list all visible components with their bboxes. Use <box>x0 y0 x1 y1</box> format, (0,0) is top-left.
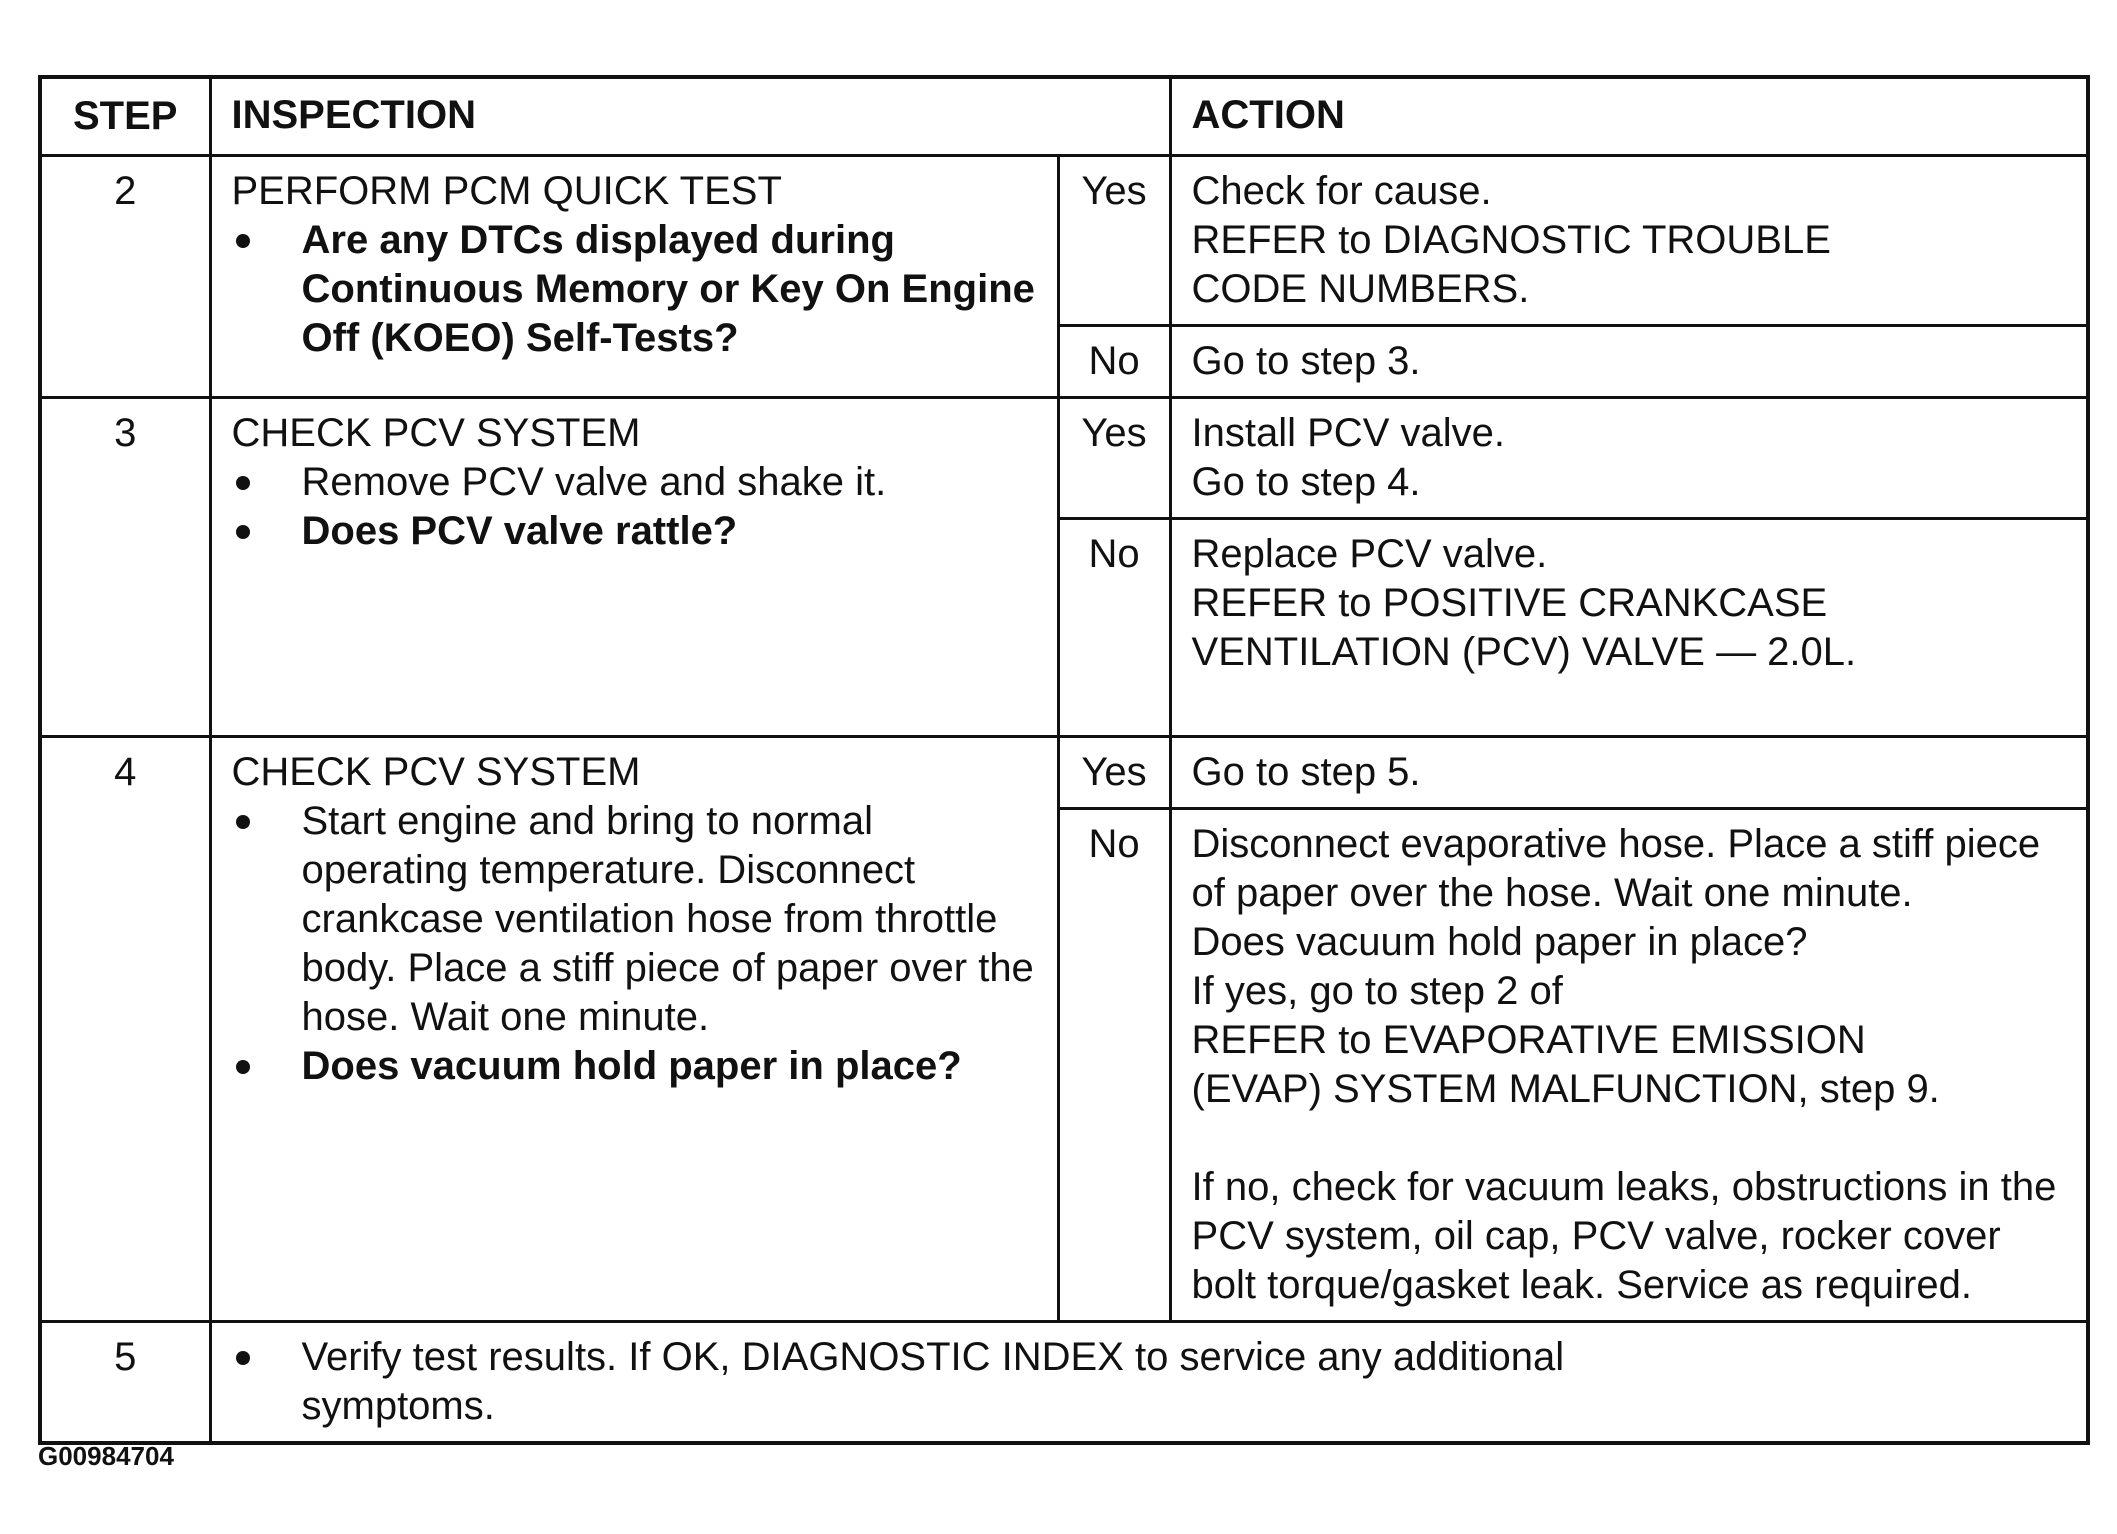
list-item: Are any DTCs displayed during Continuous Memory or Key On Engine Off (KOEO) Self-Tests? <box>232 216 1043 363</box>
table-row <box>40 398 2088 519</box>
no-label: No <box>1058 326 1170 398</box>
inspection-header: INSPECTION <box>210 77 1170 156</box>
inspection-cell <box>210 1322 2088 1444</box>
list-item: Does vacuum hold paper in place? <box>232 1042 1043 1091</box>
inspection-cell <box>210 398 1058 737</box>
list-item: Start engine and bring to normal operating temperature. Disconnect crankcase ventilation hose from throttle body. Place a stiff piece of paper over the hose. Wait one minute. <box>232 797 1043 1042</box>
step-number: 2 <box>40 156 210 398</box>
diagnostic-table <box>38 75 2090 1445</box>
list-item: Verify test results. If OK, DIAGNOSTIC INDEX to service any additional symptoms. <box>232 1333 2073 1431</box>
bullet-list <box>232 1333 2073 1431</box>
inspection-title: CHECK PCV SYSTEM <box>231 750 641 794</box>
yes-action: Check for cause. REFER to DIAGNOSTIC TROUBLE CODE NUMBERS. <box>1170 156 2088 326</box>
no-action: Go to step 3. <box>1170 326 2088 398</box>
table-row <box>40 737 2088 809</box>
step-number: 3 <box>40 398 210 737</box>
inspection-cell <box>210 156 1058 398</box>
yes-action: Go to step 5. <box>1170 737 2088 809</box>
table-row <box>40 156 2088 326</box>
list-item: Does PCV valve rattle? <box>232 507 1043 556</box>
yes-label: Yes <box>1058 737 1170 809</box>
table-row <box>40 1322 2088 1444</box>
step-number: 5 <box>40 1322 210 1444</box>
step-header: STEP <box>40 77 210 156</box>
yes-action: Install PCV valve. Go to step 4. <box>1170 398 2088 519</box>
header-row <box>40 77 2088 156</box>
inspection-title: CHECK PCV SYSTEM <box>231 411 641 455</box>
action-header: ACTION <box>1170 77 2088 156</box>
list-item: Remove PCV valve and shake it. <box>232 458 1043 507</box>
figure-code: G00984704 <box>38 1441 174 1471</box>
yes-label: Yes <box>1058 398 1170 519</box>
step-number: 4 <box>40 737 210 1322</box>
bullet-list <box>232 458 1043 556</box>
inspection-cell <box>210 737 1058 1322</box>
yes-label: Yes <box>1058 156 1170 326</box>
bullet-list <box>232 216 1043 363</box>
no-action: Disconnect evaporative hose. Place a stiff piece of paper over the hose. Wait one minute. Does vacuum hold paper in place? If yes, go to step 2 of REFER to EVAPORATIVE EMISSION (EVAP) SYSTEM MALFUNCTION, step 9. If no, check for vacuum leaks, obstructions in the PCV system, oil cap, PCV valve, rocker cover bolt torque/gasket leak. Service as required. <box>1170 809 2088 1322</box>
no-label: No <box>1058 809 1170 1322</box>
no-action: Replace PCV valve. REFER to POSITIVE CRANKCASE VENTILATION (PCV) VALVE — 2.0L. <box>1170 519 2088 737</box>
inspection-title: PERFORM PCM QUICK TEST <box>231 169 782 213</box>
bullet-list <box>232 797 1043 1091</box>
no-label: No <box>1058 519 1170 737</box>
